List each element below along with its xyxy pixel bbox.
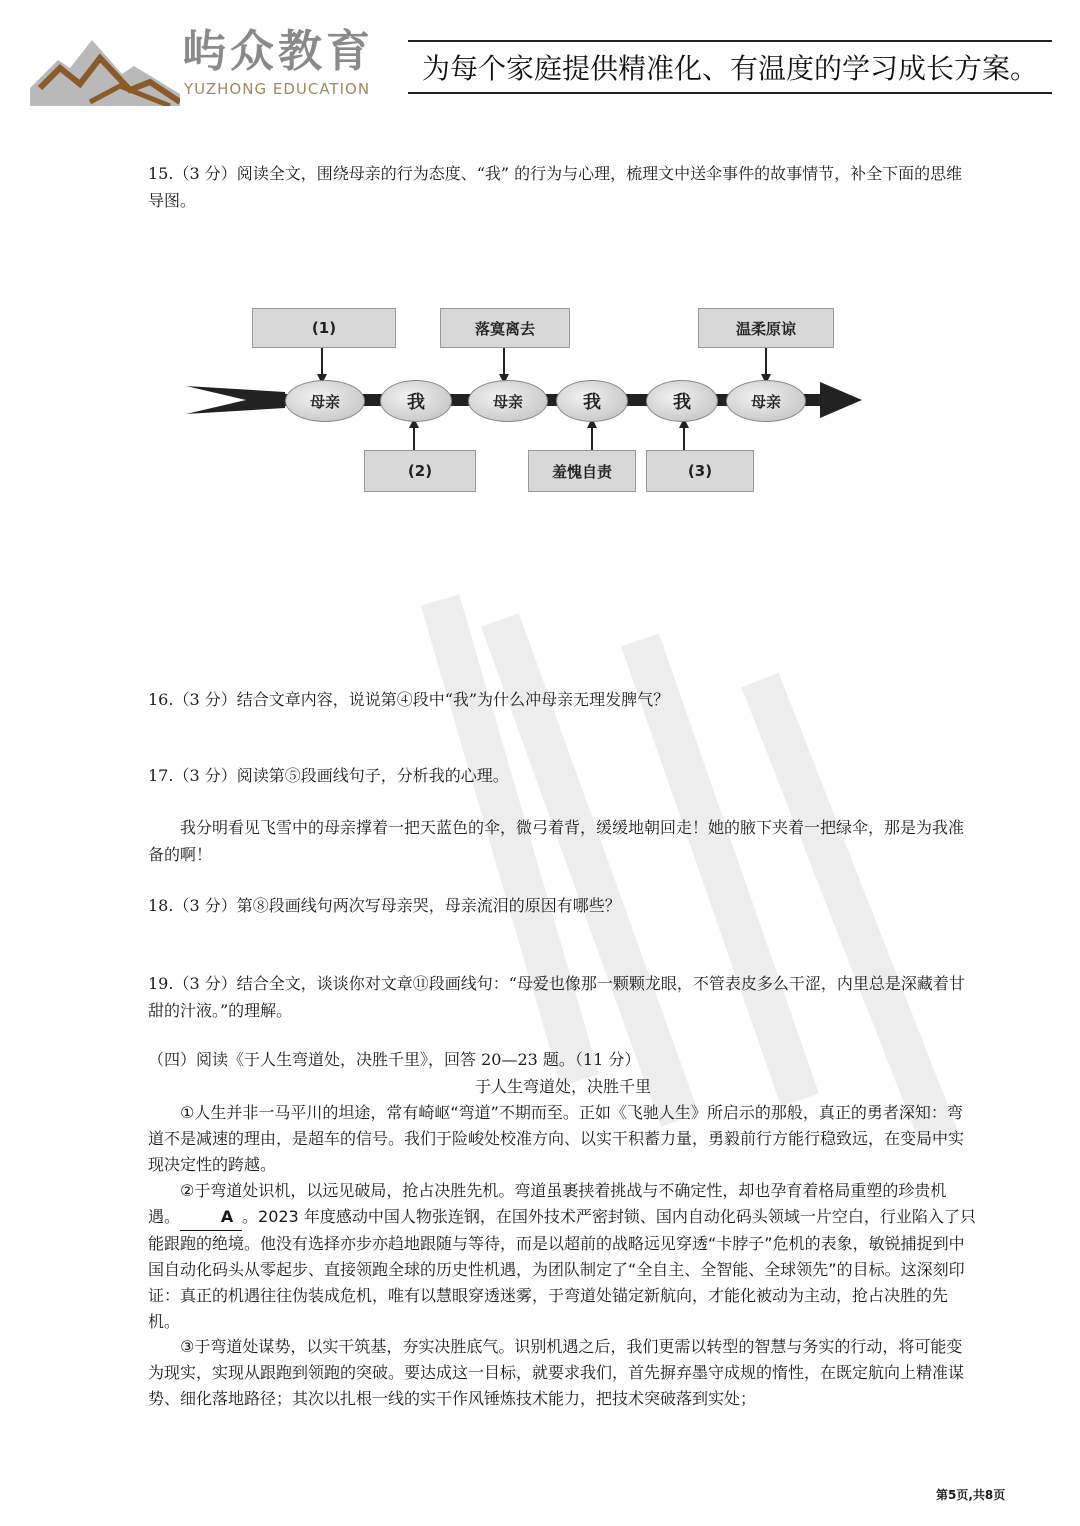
node-mother-2: 母亲: [468, 380, 548, 422]
paragraph-2-start: ②于弯道处识机，以远见破局，抢占决胜先机。弯道虽裹挟着挑战与不确定性，却也孕育着格局重塑的珍贵机遇。: [148, 1181, 947, 1226]
article-paragraph-1: ①人生并非一马平川的坦途，常有崎岖“弯道”不期而至。正如《飞驰人生》所启示的那般，真正的勇者深知：弯道不是减速的理由，是超车的信号。我们于险峻处校准方向、以实干积蓄力量，勇毅前行方能行稳致远，在变局中实现决定性的跨越。: [148, 1103, 965, 1174]
node-mother-3: 母亲: [726, 380, 806, 422]
question-15: 15.（3 分）阅读全文，围绕母亲的行为态度、“我” 的行为与心理，梳理文中送伞事件的故事情节，补全下面的思维导图。: [148, 164, 963, 210]
brand-subtitle: YUZHONG EDUCATION: [184, 80, 371, 98]
question-17: 17.（3 分）阅读第⑤段画线句子，分析我的心理。: [148, 766, 509, 785]
top-box-blank-1: (1): [252, 308, 396, 348]
article-paragraph-2: [148, 1178, 978, 1335]
question-19: 19.（3 分）结合全文，谈谈你对文章⑪段画线句：“母爱也像那一颗颗龙眼，不管表皮多么干涩，内里总是深藏着甘甜的汁液。”的理解。: [148, 974, 965, 1020]
node-me-3: 我: [646, 380, 718, 422]
top-box-lonely-leave: 落寞离去: [440, 308, 570, 348]
bottom-box-ashamed: 羞愧自责: [528, 450, 636, 492]
section-4-intro: （四）阅读《于人生弯道处，决胜千里》，回答 20—23 题。（11 分）: [148, 1050, 641, 1069]
question-18: 18.（3 分）第⑧段画线句两次写母亲哭，母亲流泪的原因有哪些？: [148, 896, 621, 915]
bottom-box-blank-2: (2): [364, 450, 476, 492]
node-mother-1: 母亲: [285, 380, 365, 422]
bottom-box-blank-3: (3): [646, 450, 754, 492]
mind-map-diagram: [0, 300, 1080, 500]
article-paragraph-3: ③于弯道处谋势，以实干筑基，夯实决胜底气。识别机遇之后，我们更需以转型的智慧与务实的行动，将可能变为现实，实现从跟跑到领跑的突破。要达成这一目标，就要求我们，首先摒弃墨守成规的惰性，在既定航向上精准谋势、细化落地路径；其次以扎根一线的实干作风锤炼技术能力，把技术突破落到实处；: [148, 1337, 965, 1408]
brand-name: 屿众教育: [182, 26, 374, 77]
mountain-logo-icon: [30, 28, 180, 106]
page-number: 第5页,共8页: [936, 1488, 1006, 1502]
top-box-gentle-forgive: 温柔原谅: [698, 308, 834, 348]
node-me-2: 我: [556, 380, 628, 422]
node-me-1: 我: [380, 380, 452, 422]
article-title: 于人生弯道处，决胜千里: [474, 1077, 651, 1096]
question-17-quote: 我分明看见飞雪中的母亲撑着一把天蓝色的伞，微弓着背，缓缓地朝回走！她的腋下夹着一把绿伞，那是为我准备的啊！: [148, 818, 965, 864]
question-16: 16.（3 分）结合文章内容，说说第④段中“我”为什么冲母亲无理发脾气？: [148, 690, 670, 709]
blank-a: A: [180, 1204, 242, 1231]
paragraph-2-rest: 。2023 年度感动中国人物张连钢，在国外技术严密封锁、国内自动化码头领域一片空白，行业陷入了只能跟跑的绝境。他没有选择亦步亦趋地跟随与等待，而是以超前的战略远见穿透“卡脖子”危机的表象，敏锐捕捉到中国自动化码头从零起步、直接领跑全球的历史性机遇，为团队制定了“全自主、全智能、全球领先”的目标。这深刻印证：真正的机遇往往伪装成危机，唯有以慧眼穿透迷雾，于弯道处锚定新航向，才能化被动为主动，抢占决胜的先机。: [148, 1207, 976, 1331]
slogan: 为每个家庭提供精准化、有温度的学习成长方案。: [408, 40, 1052, 94]
